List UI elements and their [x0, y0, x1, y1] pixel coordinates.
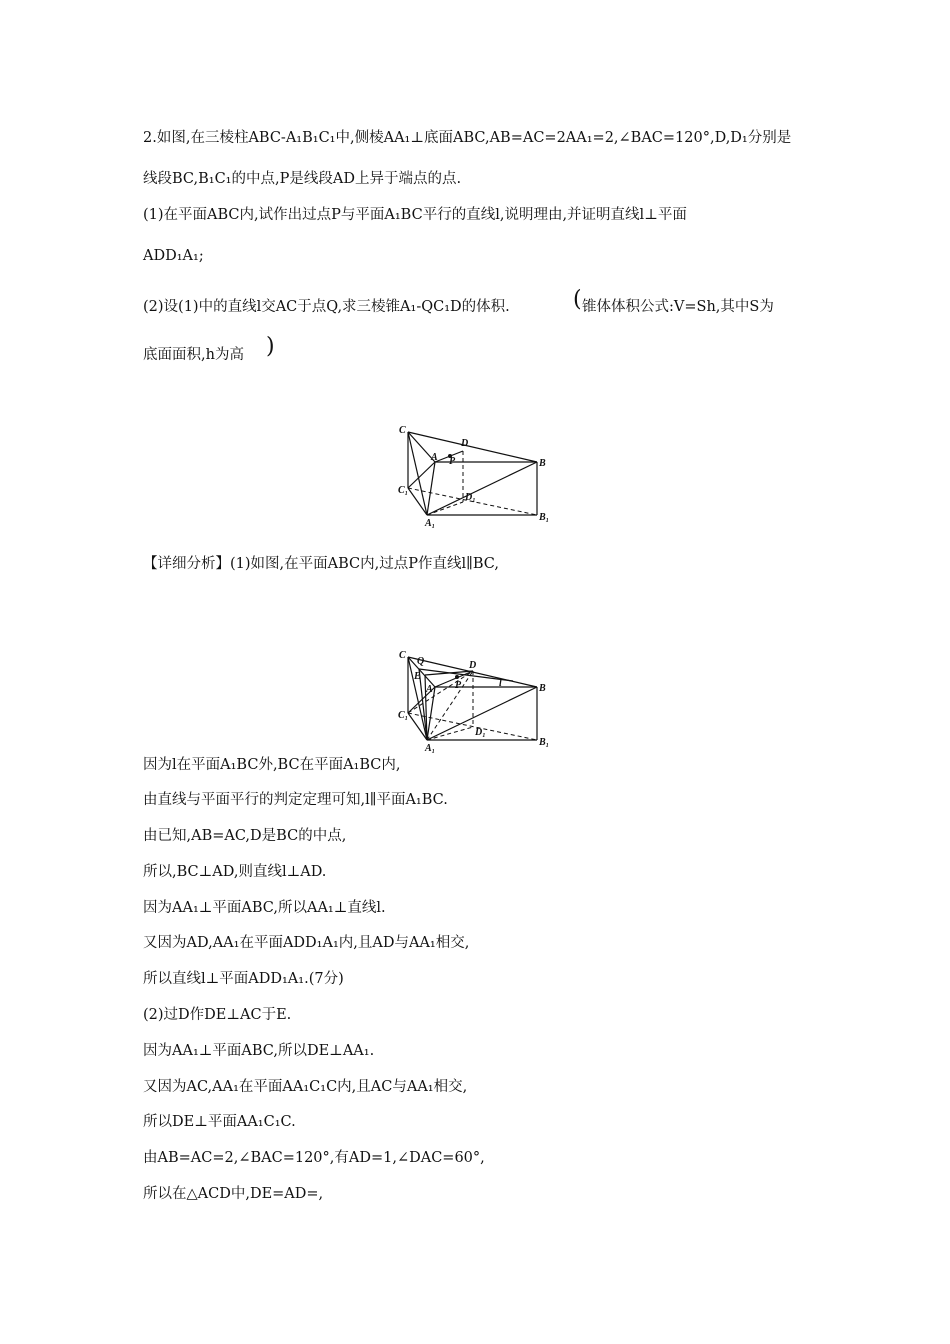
- label-A: A: [431, 452, 438, 463]
- label-D: D: [469, 660, 477, 671]
- edge-A1D-hidden: [427, 671, 473, 740]
- label-C1: C₁: [398, 485, 409, 496]
- formula-paren-open: (: [573, 287, 582, 312]
- solution-line: 由直线与平面平行的判定定理可知,l∥平面A₁BC.: [143, 792, 448, 808]
- formula-paren-close: ): [266, 334, 275, 359]
- problem-line-5-text: (2)设(1)中的直线l交AC于点Q,求三棱锥A₁-QC₁D的体积.: [143, 299, 510, 315]
- solution-line: 所以在△ACD中,DE=AD=,: [143, 1186, 324, 1202]
- label-D: D: [461, 438, 469, 449]
- label-l: l: [499, 678, 502, 689]
- label-C: C: [399, 650, 406, 661]
- label-C: C: [399, 425, 406, 436]
- problem-line-1: 2.如图,在三棱柱ABC-A₁B₁C₁中,侧棱AA₁⊥底面ABC,AB=AC=2AA₁=2,∠BAC=120°,D,D₁分别是: [143, 130, 792, 146]
- label-B1: B₁: [539, 512, 550, 523]
- label-D1: D₁: [465, 492, 476, 503]
- edge-AC1: [408, 462, 435, 488]
- edge-AA1: [427, 462, 435, 515]
- solution-line: 由已知,AB=AC,D是BC的中点,: [143, 828, 347, 844]
- edge-CB: [408, 432, 537, 462]
- label-A1: A₁: [425, 743, 436, 754]
- analysis-header: 【详细分析】(1)如图,在平面ABC内,过点P作直线l∥BC,: [143, 556, 499, 572]
- label-A1: A₁: [425, 518, 436, 529]
- edge-CA1: [408, 432, 427, 515]
- problem-line-6: 底面面积,h为高: [143, 347, 244, 363]
- problem-line-3: (1)在平面ABC内,试作出过点P与平面A₁BC平行的直线l,说明理由,并证明直线l⊥平面: [143, 207, 687, 223]
- solution-line: 所以,BC⊥AD,则直线l⊥AD.: [143, 864, 327, 880]
- edge-A1B: [427, 462, 537, 515]
- solution-line: 又因为AC,AA₁在平面AA₁C₁C内,且AC与AA₁相交,: [143, 1079, 468, 1095]
- solution-line: (2)过D作DE⊥AC于E.: [143, 1007, 292, 1023]
- solution-line: 因为l在平面A₁BC外,BC在平面A₁BC内,: [143, 757, 401, 773]
- label-E: E: [414, 671, 421, 682]
- figure-2: [395, 645, 560, 755]
- solution-line: 因为AA₁⊥平面ABC,所以AA₁⊥直线l.: [143, 900, 386, 916]
- solution-line: 因为AA₁⊥平面ABC,所以DE⊥AA₁.: [143, 1043, 375, 1059]
- label-P: P: [455, 680, 462, 691]
- label-B: B: [539, 458, 546, 469]
- point-P: [455, 675, 459, 679]
- label-B1: B₁: [539, 737, 550, 748]
- formula-note: 锥体体积公式:V=Sh,其中S为: [582, 299, 774, 315]
- label-C1: C₁: [398, 710, 409, 721]
- problem-line-2: 线段BC,B₁C₁的中点,P是线段AD上异于端点的点.: [143, 171, 462, 187]
- label-A: A: [426, 684, 433, 695]
- figure-1: [395, 420, 560, 530]
- solution-line: 所以DE⊥平面AA₁C₁C.: [143, 1114, 296, 1130]
- label-B: B: [539, 683, 546, 694]
- label-Q: Q: [417, 656, 425, 667]
- label-D1: D₁: [475, 727, 486, 738]
- solution-line: 又因为AD,AA₁在平面ADD₁A₁内,且AD与AA₁相交,: [143, 935, 470, 951]
- solution-line: 所以直线l⊥平面ADD₁A₁.(7分): [143, 971, 344, 987]
- solution-line: 由AB=AC=2,∠BAC=120°,有AD=1,∠DAC=60°,: [143, 1150, 485, 1166]
- problem-line-5: [143, 297, 510, 317]
- label-P: P: [449, 456, 456, 467]
- problem-line-4: ADD₁A₁;: [143, 248, 204, 264]
